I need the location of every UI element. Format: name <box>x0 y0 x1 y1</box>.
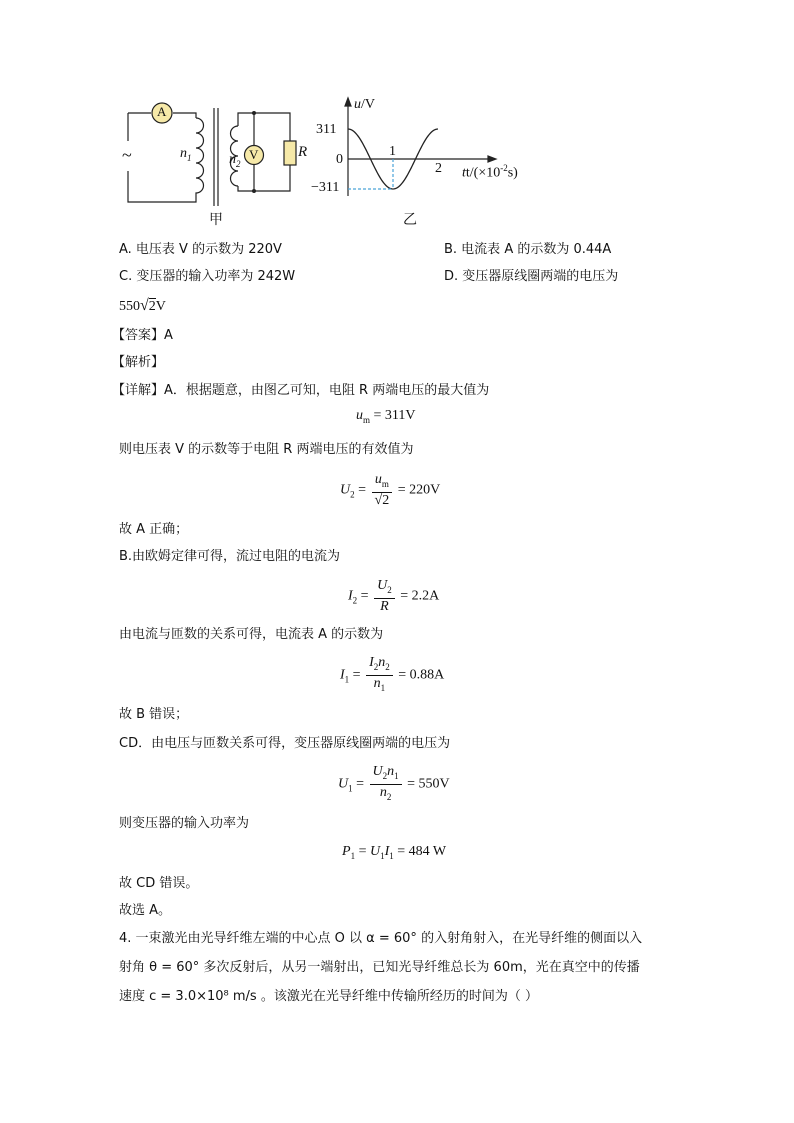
question-4-line-2: 射角 θ = 60° 多次反射后，从另一端射出，已知光导纤维总长为 60m，光在真空中的传播 <box>119 960 640 975</box>
detail-line-3: 故 A 正确； <box>119 522 189 537</box>
detail-line-9: 故 CD 错误。 <box>119 876 199 891</box>
equation-i1: $I_1$ = $\frac{I_2n_2}{n_1}$ = 0.88A <box>340 655 445 693</box>
option-a: A. 电压表 V 的示数为 220V <box>119 242 282 257</box>
primary-coil <box>196 118 204 196</box>
equation-u2: $U_2$ = $\frac{u_m}{√2}$ = 220V <box>340 472 441 508</box>
voltmeter-label: V <box>249 147 259 162</box>
y-axis-label: u/V <box>354 97 375 112</box>
equation-u1: $U_1$ = $\frac{U_2n_1}{n_2}$ = 550V <box>338 764 450 802</box>
option-d: D. 变压器原线圈两端的电压为 <box>444 269 619 284</box>
detail-line-4: B.由欧姆定律可得，流过电阻的电流为 <box>119 549 341 564</box>
y-tick-zero: 0 <box>336 152 343 167</box>
ac-source-symbol: ~ <box>122 145 132 165</box>
detail-line-10: 故选 A。 <box>119 903 172 918</box>
y-tick-max: 311 <box>316 122 337 137</box>
n1-label: $n_1$ <box>180 146 192 163</box>
wave-caption: 乙 <box>403 212 417 228</box>
equation-um: $u_m = 311V$ <box>356 408 416 425</box>
x-tick-1: 1 <box>389 144 396 159</box>
detail-line-8: 则变压器的输入功率为 <box>119 816 250 831</box>
n2-label: $n_2$ <box>229 152 241 169</box>
detail-line-7: CD．由电压与匝数关系可得，变压器原线圈两端的电压为 <box>119 736 451 751</box>
option-b: B. 电流表 A 的示数为 0.44A <box>444 242 612 257</box>
option-d-value: 550√2V <box>119 297 166 314</box>
question-4-line-3: 速度 c = 3.0×10⁸ m/s 。该激光在光导纤维中传输所经历的时间为（ ） <box>119 989 538 1004</box>
detail-line-2: 则电压表 V 的示数等于电阻 R 两端电压的有效值为 <box>119 442 414 457</box>
detail-line-5: 由电流与匝数的关系可得，电流表 A 的示数为 <box>119 627 384 642</box>
equation-i2: $I_2$ = $\frac{U_2}{R}$ = 2.2A <box>348 578 440 614</box>
detail-line-1: 【详解】A．根据题意，由图乙可知，电阻 R 两端电压的最大值为 <box>112 383 490 398</box>
x-axis-arrow <box>488 156 496 162</box>
ammeter-label: A <box>157 104 167 119</box>
option-c: C. 变压器的输入功率为 242W <box>119 269 296 284</box>
equation-p1: $P_1 = U_1I_1 = 484$ W <box>342 844 447 861</box>
detail-line-6: 故 B 错误； <box>119 707 189 722</box>
x-axis-label: $tt/(\times 10^{-2}s)$ <box>462 163 518 181</box>
answer-line: 【答案】A <box>112 328 173 343</box>
analysis-title: 【解析】 <box>112 355 165 370</box>
y-axis-arrow <box>345 98 351 106</box>
resistor-label: R <box>298 144 308 160</box>
x-tick-2: 2 <box>435 161 442 176</box>
question-4-line-1: 4. 一束激光由光导纤维左端的中心点 O 以 α = 60° 的入射角射入，在光导纤维的侧面以入 <box>119 931 643 946</box>
resistor-icon <box>284 141 296 165</box>
y-tick-min: −311 <box>311 180 340 195</box>
circuit-caption: 甲 <box>209 212 223 228</box>
